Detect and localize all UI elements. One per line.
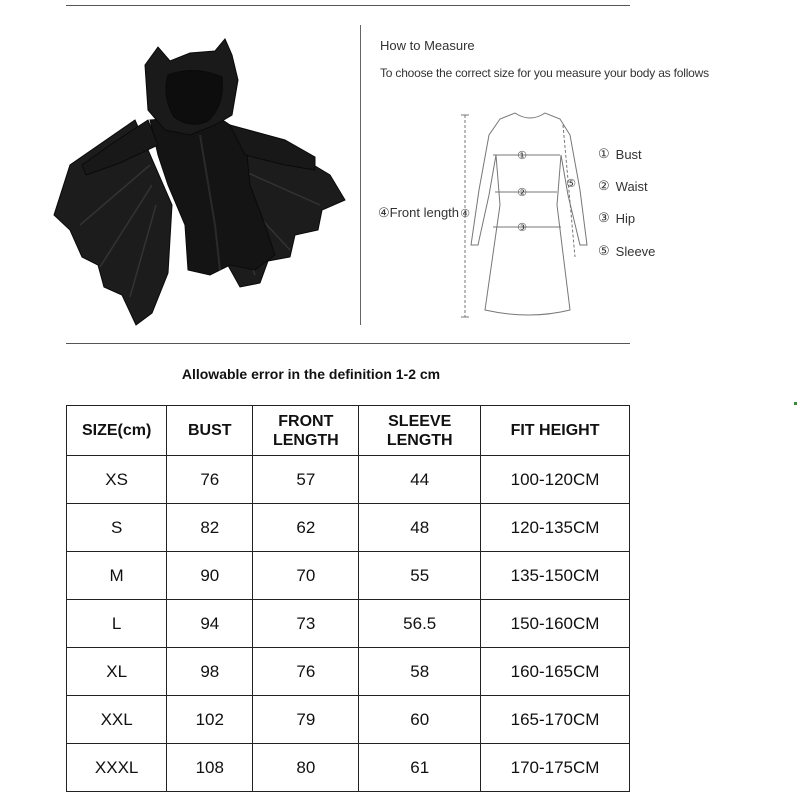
stray-mark [794, 402, 797, 405]
allowable-error-note: Allowable error in the definition 1-2 cm [181, 366, 441, 382]
how-to-measure-title: How to Measure [380, 38, 475, 53]
table-cell: XXXL [67, 744, 167, 792]
table-cell: XL [67, 648, 167, 696]
legend-bust [598, 146, 642, 162]
table-row [67, 744, 630, 792]
table-cell: 61 [359, 744, 481, 792]
table-cell: 120-135CM [481, 504, 630, 552]
table-cell: 82 [167, 504, 253, 552]
size-table-header: FRONT LENGTH [253, 406, 359, 456]
table-cell: 55 [359, 552, 481, 600]
table-cell: L [67, 600, 167, 648]
vertical-divider [360, 25, 361, 325]
middle-divider [66, 343, 630, 344]
top-divider [66, 5, 630, 6]
table-cell: XXL [67, 696, 167, 744]
bust-marker: ① [517, 149, 527, 162]
table-cell: 79 [253, 696, 359, 744]
table-cell: 160-165CM [481, 648, 630, 696]
legend-sleeve-label: Sleeve [615, 243, 656, 259]
legend-sleeve-num: ⑤ [598, 243, 610, 258]
legend-hip-num: ③ [598, 210, 610, 225]
front-length-label: ④Front length [378, 205, 460, 220]
table-cell: XS [67, 456, 167, 504]
size-chart-table [66, 405, 630, 792]
table-cell: S [67, 504, 167, 552]
how-to-measure-subtitle: To choose the correct size for you measure your body as follows [380, 66, 709, 80]
table-cell: 73 [253, 600, 359, 648]
table-cell: 56.5 [359, 600, 481, 648]
size-table-body [67, 456, 630, 792]
size-table-header: SIZE(cm) [67, 406, 167, 456]
waist-marker: ② [517, 186, 527, 199]
table-cell: 70 [253, 552, 359, 600]
table-row [67, 600, 630, 648]
table-cell: 98 [167, 648, 253, 696]
table-cell: 60 [359, 696, 481, 744]
table-cell: 90 [167, 552, 253, 600]
table-row [67, 696, 630, 744]
table-cell: 170-175CM [481, 744, 630, 792]
table-cell: 62 [253, 504, 359, 552]
table-cell: 57 [253, 456, 359, 504]
table-row [67, 456, 630, 504]
table-cell: 135-150CM [481, 552, 630, 600]
legend-bust-num: ① [598, 146, 610, 161]
front-length-marker: ④ [460, 207, 470, 220]
table-row [67, 552, 630, 600]
hip-marker: ③ [517, 221, 527, 234]
table-cell: 94 [167, 600, 253, 648]
table-cell: 102 [167, 696, 253, 744]
legend-bust-label: Bust [615, 146, 642, 162]
table-cell: 165-170CM [481, 696, 630, 744]
sleeve-marker: ⑤ [566, 177, 576, 190]
size-table-header-row [67, 406, 630, 456]
table-cell: 150-160CM [481, 600, 630, 648]
table-cell: M [67, 552, 167, 600]
bat-costume-image [40, 25, 360, 335]
table-cell: 76 [253, 648, 359, 696]
legend-waist [598, 178, 648, 194]
legend-waist-label: Waist [615, 178, 648, 194]
size-table-header: FIT HEIGHT [481, 406, 630, 456]
size-table-header: SLEEVE LENGTH [359, 406, 481, 456]
table-cell: 76 [167, 456, 253, 504]
legend-waist-num: ② [598, 178, 610, 193]
size-table-header: BUST [167, 406, 253, 456]
legend-sleeve [598, 243, 655, 259]
table-cell: 44 [359, 456, 481, 504]
table-row [67, 504, 630, 552]
legend-hip [598, 210, 635, 226]
table-cell: 100-120CM [481, 456, 630, 504]
table-cell: 48 [359, 504, 481, 552]
table-cell: 108 [167, 744, 253, 792]
legend-hip-label: Hip [615, 210, 636, 226]
table-cell: 80 [253, 744, 359, 792]
table-cell: 58 [359, 648, 481, 696]
table-row [67, 648, 630, 696]
